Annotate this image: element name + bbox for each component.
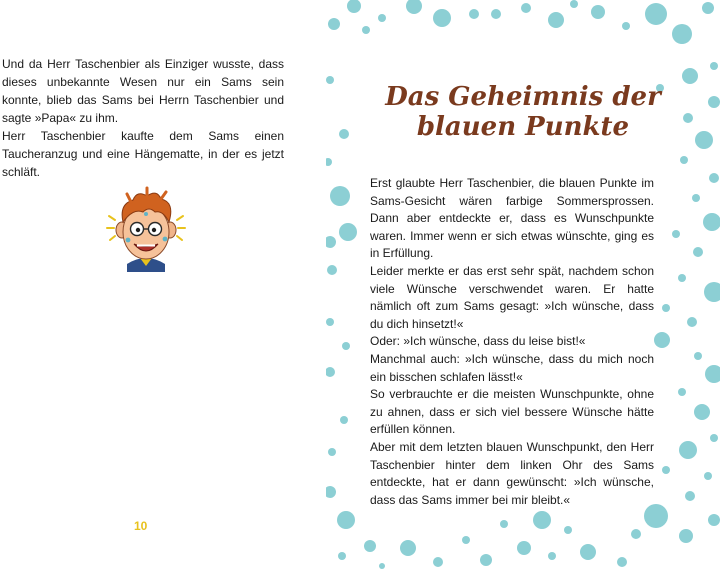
right-body-text: [370, 175, 654, 509]
right-paragraph: Oder: »Ich wünsche, dass du leise bist!«: [370, 334, 586, 349]
sams-face-icon: [103, 186, 189, 272]
right-paragraph: Erst glaubte Herr Taschenbier, die blauen Punkte im Sams-Gesicht wären farbige Sommersprossen. Dann aber entdeckte er, dass es Wunschpunkte waren. Immer wenn er sich etwas wünschte, ging es in Erfüllung.: [370, 176, 654, 261]
left-page: [0, 0, 326, 570]
right-paragraph: Leider merkte er das erst sehr spät, nachdem schon viele Wünsche verschwendet waren. Er hatte nämlich oft zum Sams gesagt: »Ich wünsche, dass du dich hinsetzt!«: [370, 263, 654, 331]
page-number: 10: [134, 519, 148, 533]
chapter-title: Das Geheimnis der blauen Punkte: [385, 82, 661, 142]
right-paragraph: Aber mit dem letzten blauen Wunschpunkt, den Herr Taschenbier hinter dem linken Ohr des Sams entdeckte, hat er dann gewünscht: »Ich wünsche, dass das Sams immer bei mir bleibt.«: [370, 439, 654, 507]
left-paragraph: Herr Taschenbier kaufte dem Sams einen Taucheranzug und eine Hängematte, in der es jetzt schläft.: [2, 129, 284, 179]
left-body-text: [2, 55, 284, 181]
right-paragraph: So verbrauchte er die meisten Wunschpunkte, ohne zu ahnen, dass er sich viel bessere Wünsche hätte erfüllen können.: [370, 387, 654, 437]
right-paragraph: Manchmal auch: »Ich wünsche, dass du mich noch ein bisschen schlafen lässt!«: [370, 351, 654, 384]
left-paragraph: Und da Herr Taschenbier als Einziger wusste, dass dieses unbekannte Wesen nur ein Sams sein konnte, blieb das Sams bei Herrn Taschenbier und sagte »Papa« zu ihm.: [2, 57, 284, 125]
right-page: [326, 0, 720, 570]
